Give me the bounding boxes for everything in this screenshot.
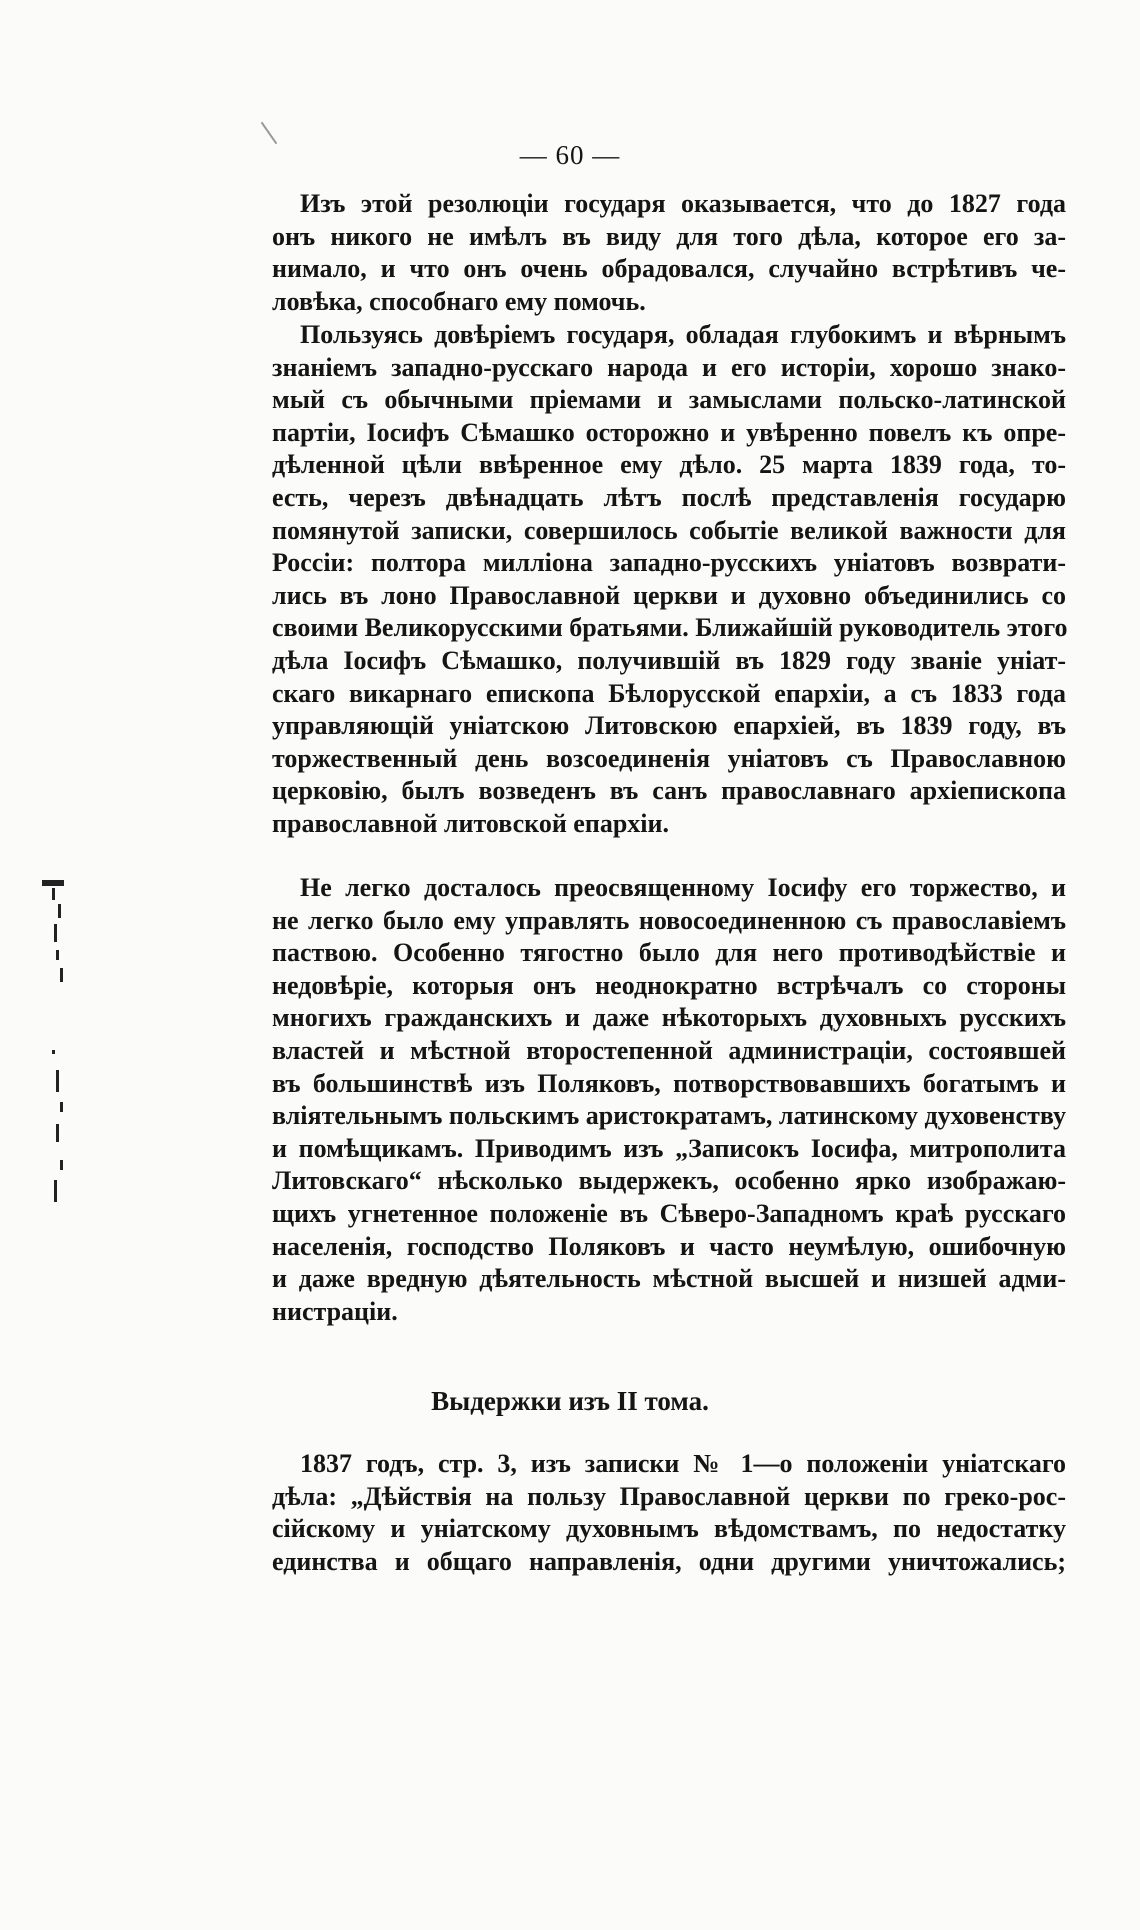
text-line: Изъ этой резолюціи государя оказывается, что до 1827 года bbox=[300, 189, 1066, 218]
text-line: нимало, и что онъ очень обрадовался, случайно встрѣтивъ че- bbox=[272, 254, 1066, 284]
text-line: многихъ гражданскихъ и даже нѣкоторыхъ духовныхъ русскихъ bbox=[272, 1003, 1066, 1033]
text-line: помянутой записки, совершилось событіе великой важности для bbox=[272, 515, 1066, 545]
page-number: — 60 — bbox=[519, 140, 621, 170]
text-line: скаго викарнаго епископа Бѣлорусской епархіи, а съ 1833 года bbox=[272, 678, 1066, 708]
text-line: мый съ обычными пріемами и замыслами польско-латинской bbox=[272, 385, 1066, 415]
text-line: партіи, Іосифъ Сѣмашко осторожно и увѣренно повелъ къ опре- bbox=[272, 417, 1066, 447]
text-line: дѣла: „Дѣйствія на пользу Православной церкви по греко-рос- bbox=[272, 1481, 1066, 1511]
text-line: нистраціи. bbox=[272, 1296, 398, 1326]
text-line: не легко было ему управлять новосоединенною съ православіемъ bbox=[272, 905, 1066, 935]
text-line: своими Великорусскими братьями. Ближайшій руководитель этого bbox=[272, 613, 1068, 643]
text-line: дѣленной цѣли ввѣренное ему дѣло. 25 марта 1839 года, то- bbox=[272, 450, 1066, 480]
text-line: лись въ лоно Православной церкви и духовно объединились со bbox=[272, 580, 1066, 610]
text-line: населенія, господство Поляковъ и часто неумѣлую, ошибочную bbox=[272, 1231, 1066, 1261]
text-line: властей и мѣстной второстепенной администраціи, состоявшей bbox=[272, 1035, 1066, 1065]
paragraph-2 bbox=[272, 319, 1066, 841]
text-line: 1837 годъ, стр. 3, изъ записки № 1—о положеніи уніатскаго bbox=[300, 1449, 1066, 1478]
text-line: управляющій уніатскою Литовскою епархіей, въ 1839 году, въ bbox=[272, 711, 1066, 741]
text-line: знаніемъ западно-русскаго народа и его исторіи, хорошо знако- bbox=[272, 352, 1066, 382]
text-line: дѣла Іосифъ Сѣмашко, получившій въ 1829 году званіе уніат- bbox=[272, 645, 1066, 675]
text-line: сійскому и уніатскому духовнымъ вѣдомствамъ, по недостатку bbox=[272, 1514, 1066, 1544]
text-line: православной литовской епархіи. bbox=[272, 808, 669, 838]
text-line: щихъ угнетенное положеніе въ Сѣверо-Западномъ краѣ русскаго bbox=[272, 1198, 1066, 1228]
text-line: церковію, былъ возведенъ въ санъ православнаго архіепископа bbox=[272, 776, 1066, 806]
paragraph-1 bbox=[272, 188, 1066, 318]
section-heading: Выдержки изъ II тома. bbox=[431, 1386, 709, 1416]
text-line: единства и общаго направленія, одни другими уничтожались; bbox=[272, 1546, 1066, 1576]
text-line: и даже вредную дѣятельность мѣстной высшей и низшей адми- bbox=[272, 1264, 1066, 1294]
text-line: онъ никого не имѣлъ въ виду для того дѣла, которое его за- bbox=[272, 221, 1066, 251]
paragraph-4 bbox=[272, 1448, 1066, 1578]
paragraph-3 bbox=[272, 872, 1066, 1328]
text-line: торжественный день возсоединенія уніатовъ съ Православною bbox=[272, 743, 1066, 773]
margin-scan-marks bbox=[30, 880, 70, 1220]
text-line: Литовскаго“ нѣсколько выдержекъ, особенно ярко изображаю- bbox=[272, 1166, 1066, 1196]
text-line: Не легко досталось преосвященному Іосифу его торжество, и bbox=[300, 873, 1066, 902]
text-line: ловѣка, способнаго ему помочь. bbox=[272, 286, 646, 316]
text-line: Пользуясь довѣріемъ государя, обладая глубокимъ и вѣрнымъ bbox=[300, 320, 1066, 349]
text-line: Россіи: полтора милліона западно-русскихъ уніатовъ возврати- bbox=[272, 548, 1066, 578]
text-line: недовѣріе, которыя онъ неоднократно встрѣчалъ со стороны bbox=[272, 970, 1066, 1000]
text-line: есть, черезъ двѣнадцать лѣтъ послѣ представленія государю bbox=[272, 482, 1066, 512]
text-line: паствою. Особенно тягостно было для него противодѣйствіе и bbox=[272, 938, 1066, 968]
text-line: и помѣщикамъ. Приводимъ изъ „Записокъ Іосифа, митрополита bbox=[272, 1133, 1066, 1163]
text-line: вліятельнымъ польскимъ аристократамъ, латинскому духовенству bbox=[272, 1101, 1066, 1131]
text-line: въ большинствѣ изъ Поляковъ, потворствовавшихъ богатымъ и bbox=[272, 1068, 1066, 1098]
